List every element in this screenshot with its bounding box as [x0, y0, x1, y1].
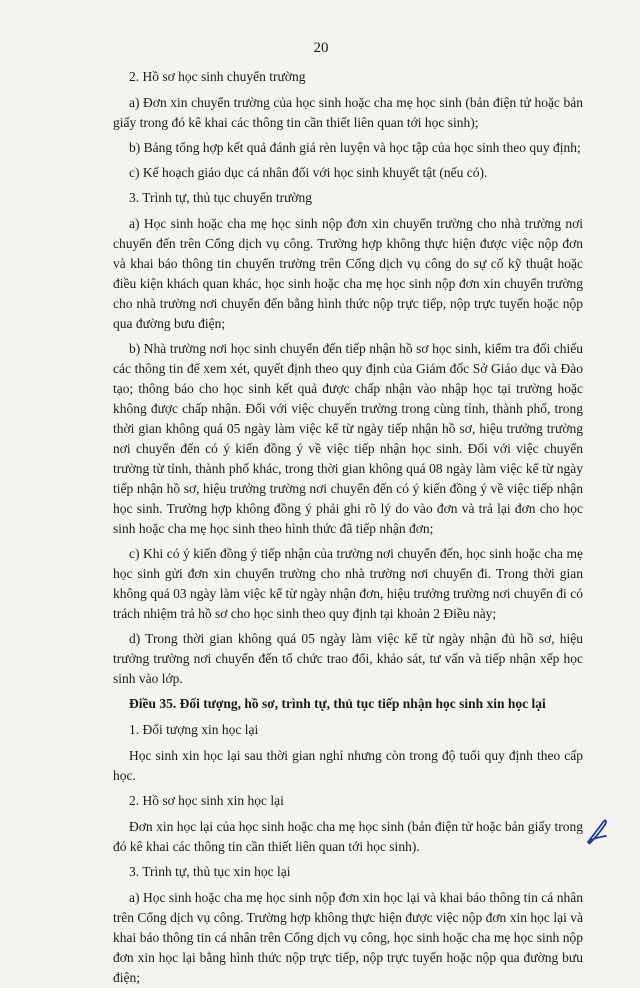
- paragraph: b) Nhà trường nơi học sinh chuyển đến tiếp nhận hồ sơ học sinh, kiểm tra đối chiếu các thông tin để xem xét, quyết định theo quy định của Giám đốc Sở Giáo dục và Đào tạo; thông báo cho học sinh kết quả được chấp nhận vào nhập học tại trường hoặc không được chấp nhận. Đối với việc chuyển trường trong cùng tỉnh, thành phố, trong thời gian không quá 05 ngày làm việc kể từ ngày tiếp nhận hồ sơ, hiệu trưởng trường nơi chuyển đến có ý kiến đồng ý về việc tiếp nhận học sinh. Đối với việc chuyển trường từ tỉnh, thành phố khác, trong thời gian không quá 08 ngày làm việc kể từ ngày tiếp nhận hồ sơ, hiệu trưởng trường nơi chuyển đến có ý kiến đồng ý về việc tiếp nhận học sinh. Trường hợp không đồng ý phải ghi rõ lý do vào đơn và trả lại đơn cho học sinh hoặc cha mẹ học sinh theo hình thức đã tiếp nhận đơn;: [113, 341, 583, 536]
- paragraph: 3. Trình tự, thủ tục chuyển trường: [129, 190, 313, 205]
- section-readmission: [113, 720, 583, 988]
- paragraph: 3. Trình tự, thủ tục xin học lại: [129, 864, 291, 879]
- signature-initial-icon: [584, 817, 610, 845]
- paragraph: a) Học sinh hoặc cha mẹ học sinh nộp đơn xin chuyển trường cho nhà trường nơi chuyển đến trên Cổng dịch vụ công. Trường hợp không thực hiện được việc nộp đơn và khai báo thông tin chuyển trường trên Cổng dịch vụ công do sự cố kỹ thuật hoặc điều kiện khách quan khác, học sinh hoặc cha mẹ học sinh nộp đơn xin chuyển trường cho nhà trường nơi chuyển đến bằng hình thức nộp trực tiếp, nộp trực tuyến hoặc nộp qua đường bưu điện;: [113, 216, 583, 331]
- section-transfer: [113, 67, 583, 689]
- paragraph: 2. Hồ sơ học sinh chuyển trường: [129, 69, 306, 84]
- paragraph: d) Trong thời gian không quá 05 ngày làm việc kể từ ngày nhận đủ hồ sơ, hiệu trưởng trường nơi chuyển đến tổ chức trao đổi, khảo sát, tư vấn và tiếp nhận xếp học sinh vào lớp.: [113, 631, 583, 686]
- paragraph: b) Bảng tổng hợp kết quả đánh giá rèn luyện và học tập của học sinh theo quy định;: [129, 140, 581, 155]
- paragraph: Học sinh xin học lại sau thời gian nghỉ nhưng còn trong độ tuổi quy định theo cấp học.: [113, 748, 583, 783]
- article-heading: Điều 35. Đối tượng, hồ sơ, trình tự, thủ tục tiếp nhận học sinh xin học lại: [129, 696, 546, 711]
- paragraph: a) Đơn xin chuyển trường của học sinh hoặc cha mẹ học sinh (bản điện tử hoặc bản giấy trong đó kê khai các thông tin cần thiết liên quan tới học sinh);: [113, 95, 583, 130]
- paragraph: 1. Đối tượng xin học lại: [129, 722, 259, 737]
- paragraph: c) Kế hoạch giáo dục cá nhân đối với học sinh khuyết tật (nếu có).: [129, 165, 488, 180]
- paragraph: 2. Hồ sơ học sinh xin học lại: [129, 793, 284, 808]
- paragraph: Đơn xin học lại của học sinh hoặc cha mẹ học sinh (bản điện tử hoặc bản giấy trong đó kê khai các thông tin cần thiết liên quan tới học sinh).: [113, 819, 583, 854]
- paragraph: a) Học sinh hoặc cha mẹ học sinh nộp đơn xin học lại và khai báo thông tin cá nhân trên Cổng dịch vụ công. Trường hợp không thực hiện được việc nộp đơn xin học lại và khai báo thông tin cá nhân trên Cổng dịch vụ công, học sinh hoặc cha mẹ học sinh nộp đơn xin học lại bằng hình thức nộp trực tiếp, nộp trực tuyến hoặc nộp qua đường bưu điện;: [113, 890, 583, 985]
- paragraph: c) Khi có ý kiến đồng ý tiếp nhận của trường nơi chuyển đến, học sinh hoặc cha mẹ học sinh gửi đơn xin chuyển trường cho nhà trường nơi chuyển đi. Trong thời gian không quá 03 ngày làm việc kể từ ngày nhận đơn, hiệu trưởng trường nơi chuyển đi có trách nhiệm trả hồ sơ cho học sinh theo quy định tại khoản 2 Điều này;: [113, 546, 583, 621]
- page-number: 20: [313, 40, 329, 56]
